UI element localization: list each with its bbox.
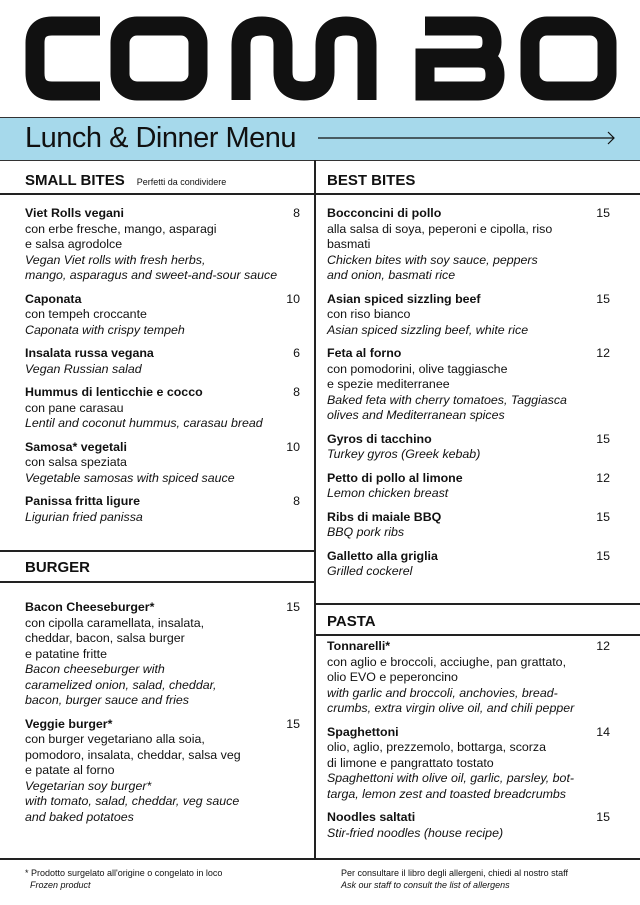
section-title-burger: BURGER	[25, 559, 91, 576]
item-price: 15	[596, 810, 610, 824]
footer-allergen-note	[341, 867, 568, 891]
section-subtitle: Perfetti da condividere	[136, 177, 227, 187]
item-price: 15	[596, 509, 610, 524]
item-name: Galletto alla griglia	[327, 548, 438, 563]
item-description-en: Ligurian fried panissa	[25, 509, 143, 524]
item-description-it: con tempeh croccante	[25, 307, 147, 321]
menu-item	[25, 346, 300, 377]
item-description-it: olio, aglio, prezzemolo, bottarga, scorza di limone e pangrattato tostato	[327, 740, 547, 770]
item-name: Insalata russa vegana	[25, 346, 154, 360]
menu-item	[327, 549, 610, 580]
item-description-en: Bacon cheeseburger with caramelized onion, salad, cheddar, bacon, burger sauce and fries	[25, 662, 217, 707]
divider	[0, 550, 314, 552]
item-price: 15	[596, 548, 610, 563]
item-description-en: Chicken bites with soy sauce, peppers and onion, basmati rice	[327, 252, 538, 282]
item-name: Spaghettoni	[327, 724, 399, 739]
menu-item	[25, 385, 300, 432]
divider	[314, 193, 640, 195]
item-name: Ribs di maiale BBQ	[327, 509, 442, 524]
item-name: Petto di pollo al limone	[327, 470, 463, 485]
item-price: 12	[596, 346, 610, 360]
menu-item	[327, 206, 610, 284]
menu-item	[25, 292, 300, 339]
item-name: Viet Rolls vegani	[25, 206, 124, 220]
item-price: 8	[293, 385, 300, 399]
menu-item	[327, 471, 610, 502]
divider	[0, 193, 314, 195]
pasta-list	[327, 639, 610, 849]
item-description-it: con erbe fresche, mango, asparagi e salsa agrodolce	[25, 221, 217, 251]
footer-divider	[0, 858, 640, 860]
item-name: Asian spiced sizzling beef	[327, 291, 481, 306]
item-description-en: Vegetable samosas with spiced sauce	[25, 470, 235, 485]
item-description-en: Vegetarian soy burger* with tomato, salad, cheddar, veg sauce and baked potatoes	[25, 778, 240, 824]
item-description-en: Spaghettoni with olive oil, garlic, parsley, bot- targa, lemon zest and toasted breadcrumbs	[327, 771, 575, 801]
item-name: Bocconcini di pollo	[327, 206, 442, 220]
item-description-en: Lemon chicken breast	[327, 486, 449, 500]
footer-note-en: Frozen product	[30, 880, 91, 890]
item-description-en: Lentil and coconut hummus, carasau bread	[25, 416, 263, 430]
item-price: 12	[596, 470, 610, 485]
footer-frozen-note	[25, 867, 222, 891]
menu-item	[25, 600, 300, 709]
item-description-it: con riso bianco	[327, 307, 411, 321]
item-price: 15	[286, 600, 300, 614]
item-description-en: Asian spiced sizzling beef, white rice	[327, 322, 529, 337]
item-description-en: with garlic and broccoli, anchovies, bread- crumbs, extra virgin olive oil, and chili pepper	[327, 685, 575, 715]
menu-item	[25, 206, 300, 284]
item-name: Feta al forno	[327, 346, 402, 360]
item-price: 15	[286, 716, 300, 731]
item-name: Veggie burger*	[25, 716, 113, 731]
combo-logo	[0, 0, 640, 115]
item-name: Panissa fritta ligure	[25, 494, 140, 508]
footer-allergen-en: Ask our staff to consult the list of allergens	[341, 880, 510, 890]
section-title-best-bites: BEST BITES	[327, 172, 416, 189]
menu-item	[327, 639, 610, 717]
item-name: Hummus di lenticchie e cocco	[25, 385, 203, 399]
item-description-it: con aglio e broccoli, acciughe, pan grattato, olio EVO e peperoncino	[327, 654, 567, 684]
section-title-pasta: PASTA	[327, 613, 376, 630]
item-price: 10	[286, 439, 300, 454]
item-description-it: con pane carasau	[25, 400, 124, 415]
footer-allergen-it: Per consultare il libro degli allergeni, chiedi al nostro staff	[341, 868, 568, 878]
item-name: Noodles saltati	[327, 810, 416, 824]
menu-title: Lunch & Dinner Menu	[25, 122, 296, 154]
item-name: Tonnarelli*	[327, 639, 391, 653]
divider	[314, 603, 640, 605]
menu-item	[327, 810, 610, 841]
item-price: 8	[293, 206, 300, 220]
small-bites-list	[25, 206, 300, 533]
item-description-en: Grilled cockerel	[327, 564, 413, 578]
item-description-en: Vegan Russian salad	[25, 361, 142, 376]
menu-item	[327, 292, 610, 339]
column-divider	[314, 160, 316, 858]
item-price: 14	[596, 724, 610, 739]
menu-item	[327, 432, 610, 463]
footer-note-it: * Prodotto surgelato all'origine o congelato in loco	[25, 868, 223, 878]
menu-item	[327, 346, 610, 424]
divider	[314, 634, 640, 636]
divider	[0, 581, 314, 583]
item-name: Samosa* vegetali	[25, 439, 127, 454]
menu-banner	[0, 117, 640, 161]
item-description-en: Turkey gyros (Greek kebab)	[327, 447, 481, 461]
item-description-it: con salsa speziata	[25, 455, 127, 469]
item-price: 15	[596, 206, 610, 220]
item-description-it: con burger vegetariano alla soia, pomodoro, insalata, cheddar, salsa veg e patate al forno	[25, 732, 241, 777]
menu-item	[25, 494, 300, 525]
item-description-en: BBQ pork ribs	[327, 525, 405, 539]
item-name: Gyros di tacchino	[327, 431, 432, 446]
item-name: Caponata	[25, 291, 82, 306]
item-price: 10	[286, 291, 300, 306]
menu-item	[25, 717, 300, 826]
item-price: 12	[596, 639, 610, 653]
menu-item	[25, 440, 300, 487]
section-title-small-bites: SMALL BITES Perfetti da condividere	[25, 172, 227, 189]
item-description-en: Stir-fried noodles (house recipe)	[327, 825, 504, 840]
item-name: Bacon Cheeseburger*	[25, 600, 155, 614]
burger-list	[25, 600, 300, 833]
item-price: 15	[596, 291, 610, 306]
item-description-it: con pomodorini, olive taggiasche e spezie mediterranee	[327, 361, 508, 391]
menu-item	[327, 725, 610, 803]
item-price: 15	[596, 431, 610, 446]
menu-item	[327, 510, 610, 541]
item-description-en: Vegan Viet rolls with fresh herbs, mango, asparagus and sweet-and-sour sauce	[25, 252, 278, 282]
item-price: 6	[293, 346, 300, 360]
item-description-en: Baked feta with cherry tomatoes, Taggiasca olives and Mediterranean spices	[327, 392, 567, 422]
item-description-en: Caponata with crispy tempeh	[25, 322, 185, 337]
item-price: 8	[293, 494, 300, 508]
item-description-it: con cipolla caramellata, insalata, cheddar, bacon, salsa burger e patatine fritte	[25, 615, 205, 661]
best-bites-list	[327, 206, 610, 588]
item-description-it: alla salsa di soya, peperoni e cipolla, riso basmati	[327, 221, 553, 251]
arrow-right-icon	[318, 130, 618, 146]
